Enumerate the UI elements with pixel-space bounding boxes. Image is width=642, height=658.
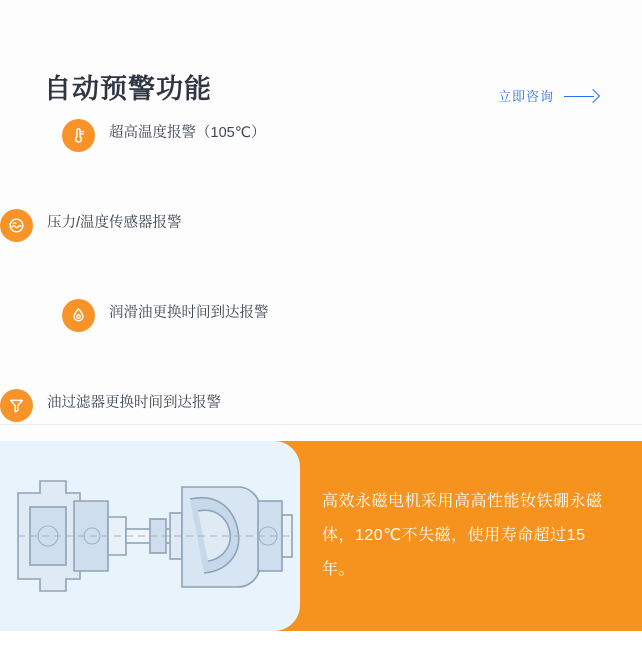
highlight-banner bbox=[0, 441, 642, 631]
arrow-right-icon bbox=[564, 90, 598, 102]
oil-drop-icon bbox=[62, 299, 95, 332]
consult-link[interactable] bbox=[498, 86, 598, 105]
feature-item bbox=[0, 208, 291, 298]
screw-compressor-cutaway-image bbox=[0, 441, 300, 631]
feature-item bbox=[62, 298, 353, 388]
consult-link-label: 立即咨询 bbox=[497, 89, 554, 104]
oil-filter-icon bbox=[0, 389, 33, 422]
section-divider bbox=[0, 424, 642, 425]
header bbox=[0, 30, 642, 104]
feature-label: 压力/温度传感器报警 bbox=[47, 215, 182, 231]
banner-text: 高效永磁电机采用高高性能钕铁硼永磁体，120℃不失磁，使用寿命超过15年。 bbox=[322, 493, 603, 578]
thermometer-icon bbox=[62, 119, 95, 152]
feature-label: 油过滤器更换时间到达报警 bbox=[47, 395, 221, 411]
feature-item bbox=[62, 118, 353, 208]
page-title: 自动预警功能 bbox=[44, 74, 212, 104]
pressure-sensor-icon bbox=[0, 209, 33, 242]
feature-label: 超高温度报警（105℃） bbox=[109, 125, 266, 141]
feature-label: 润滑油更换时间到达报警 bbox=[109, 305, 269, 321]
